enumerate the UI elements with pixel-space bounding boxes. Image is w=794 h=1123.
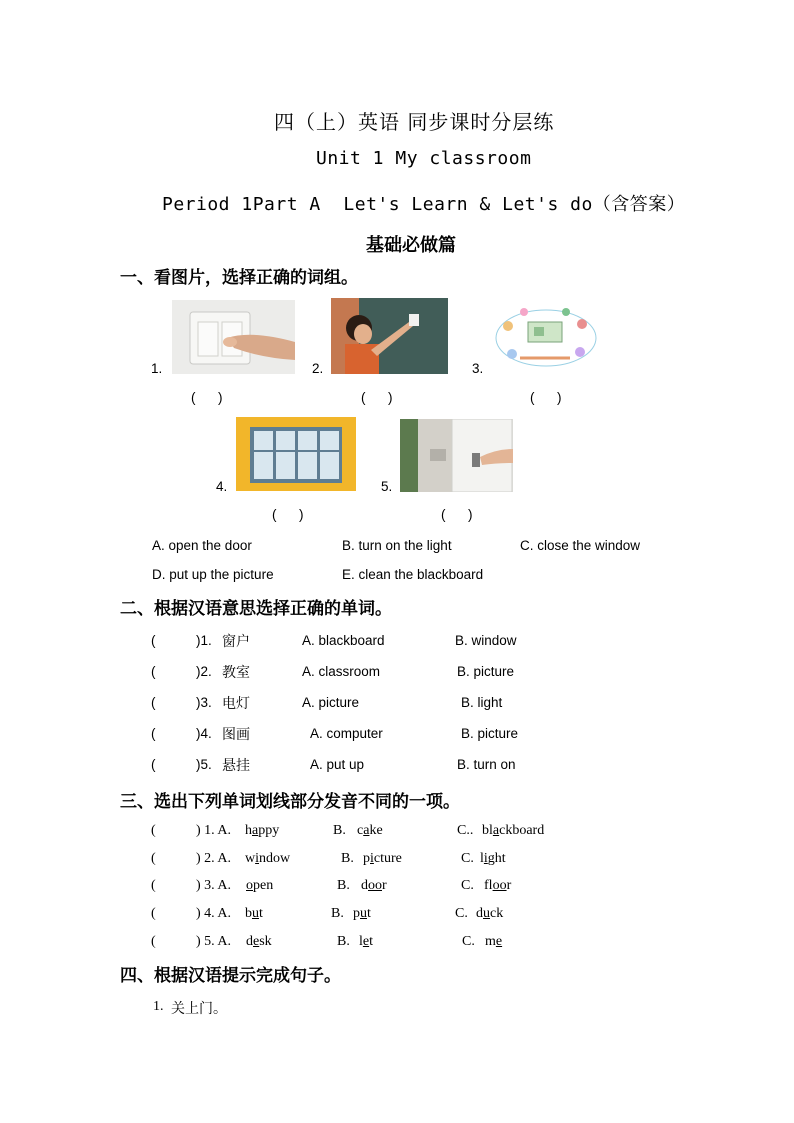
question-number: )3. — [196, 695, 212, 710]
question-number: ) 5. A. — [196, 934, 231, 949]
label-b: B. — [337, 878, 350, 893]
label-c: C. — [461, 851, 474, 866]
answer-paren[interactable]: ( — [151, 695, 156, 710]
section1-heading: 一、看图片，选择正确的词组。 — [120, 268, 358, 288]
label-c: C. — [462, 934, 475, 949]
choice-b: B. turn on — [457, 757, 516, 772]
question-number: )5. — [196, 757, 212, 772]
choice-a: A. blackboard — [302, 633, 385, 648]
option-b: B. turn on the light — [342, 538, 452, 553]
choice-a: A. picture — [302, 695, 360, 710]
label-c: C.. — [457, 823, 474, 838]
answer-paren[interactable]: ( — [151, 757, 156, 772]
answer-paren[interactable]: ( — [151, 878, 156, 893]
word-b: door — [361, 878, 387, 893]
hand-on-door-picture — [400, 419, 513, 492]
section2-heading: 二、根据汉语意思选择正确的单词。 — [120, 599, 392, 619]
word-a: desk — [246, 934, 272, 949]
answer-paren[interactable]: ( — [151, 664, 156, 679]
choice-b: B. window — [455, 633, 517, 648]
answer-paren[interactable]: ( — [151, 906, 156, 921]
item1-number: 1. — [151, 361, 163, 376]
question-number: ) 4. A. — [196, 906, 231, 921]
word-a: open — [246, 878, 274, 893]
answer-paren[interactable]: ( — [151, 633, 156, 648]
question-number: ) 2. A. — [196, 851, 231, 866]
label-b: B. — [341, 851, 354, 866]
section4-heading: 四、根据汉语提示完成句子。 — [120, 966, 341, 986]
question-number: )4. — [196, 726, 212, 741]
item4-answer-blank[interactable]: ( ) — [272, 507, 304, 522]
word-c: duck — [476, 906, 504, 921]
girl-cleaning-blackboard-picture — [331, 298, 448, 374]
choice-b: B. picture — [461, 726, 519, 741]
choice-a: A. computer — [310, 726, 383, 741]
sentence-prompt: 关上门。 — [171, 1001, 227, 1017]
chinese-word: 图画 — [222, 727, 250, 743]
item4-number: 4. — [216, 479, 228, 494]
word-c: light — [480, 851, 506, 866]
item2-number: 2. — [312, 361, 324, 376]
light-switch-picture — [172, 300, 295, 374]
section3-heading: 三、选出下列单词划线部分发音不同的一项。 — [120, 792, 460, 812]
option-c: C. close the window — [520, 538, 641, 553]
question-number: ) 1. A. — [196, 823, 231, 838]
question-number: )1. — [196, 633, 212, 648]
word-a: window — [245, 851, 291, 866]
word-c: floor — [484, 878, 512, 893]
word-b: put — [353, 906, 371, 921]
label-b: B. — [331, 906, 344, 921]
label-b: B. — [337, 934, 350, 949]
word-c: blackboard — [482, 823, 545, 838]
answer-paren[interactable]: ( — [151, 726, 156, 741]
choice-a: A. put up — [310, 757, 365, 772]
choice-b: B. light — [461, 695, 503, 710]
chinese-word: 窗户 — [222, 634, 250, 650]
chinese-word: 教室 — [222, 665, 250, 681]
question-number: )2. — [196, 664, 212, 679]
option-a: A. open the door — [152, 538, 252, 553]
word-a: but — [245, 906, 263, 921]
item-number: 1. — [153, 999, 164, 1014]
item1-answer-blank[interactable]: ( ) — [191, 390, 223, 405]
window-picture — [236, 417, 356, 491]
classroom-drawing-picture — [490, 300, 602, 374]
label-c: C. — [461, 878, 474, 893]
question-number: ) 3. A. — [196, 878, 231, 893]
chinese-word: 悬挂 — [222, 758, 250, 774]
option-e: E. clean the blackboard — [342, 567, 484, 582]
word-b: let — [359, 934, 373, 949]
worksheet-title: 四（上）英语 同步课时分层练 — [274, 110, 555, 134]
unit-title: Unit 1 My classroom — [316, 148, 532, 169]
answer-paren[interactable]: ( — [151, 934, 156, 949]
item2-answer-blank[interactable]: ( ) — [361, 390, 393, 405]
word-b: cake — [357, 823, 383, 838]
item3-number: 3. — [472, 361, 484, 376]
chinese-word: 电灯 — [222, 696, 250, 712]
answer-paren[interactable]: ( — [151, 823, 156, 838]
item3-answer-blank[interactable]: ( ) — [530, 390, 562, 405]
label-c: C. — [455, 906, 468, 921]
option-d: D. put up the picture — [152, 567, 274, 582]
word-c: me — [485, 934, 503, 949]
choice-b: B. picture — [457, 664, 515, 679]
item5-number: 5. — [381, 479, 393, 494]
word-a: happy — [245, 823, 280, 838]
period-title: Period 1Part A Let's Learn & Let's do（含答案） — [162, 194, 686, 215]
item5-answer-blank[interactable]: ( ) — [441, 507, 473, 522]
level-subtitle: 基础必做篇 — [366, 235, 456, 256]
label-b: B. — [333, 823, 346, 838]
choice-a: A. classroom — [302, 664, 381, 679]
word-b: picture — [363, 851, 402, 866]
answer-paren[interactable]: ( — [151, 851, 156, 866]
